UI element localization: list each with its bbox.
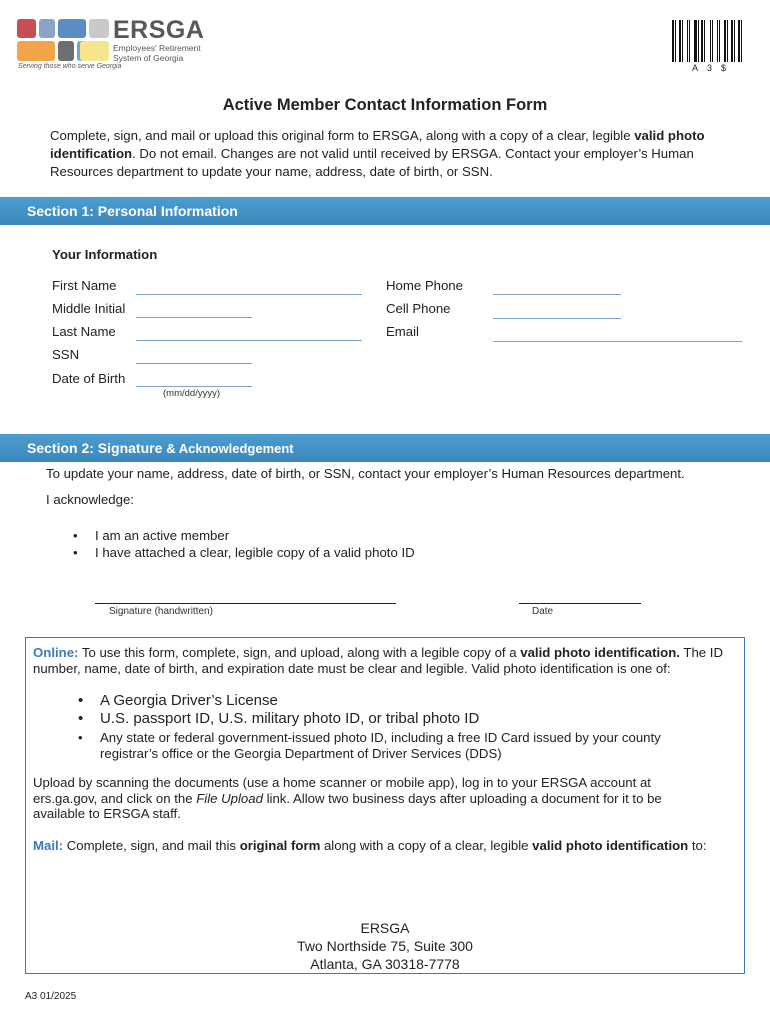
email-field[interactable] bbox=[493, 341, 742, 342]
logo-subtitle-line2: System of Georgia bbox=[113, 53, 184, 63]
barcode-bar bbox=[677, 20, 678, 62]
logo-subtitle bbox=[113, 43, 223, 63]
form-title: Active Member Contact Information Form bbox=[222, 96, 548, 114]
ssn-field[interactable] bbox=[136, 363, 252, 364]
barcode-bar bbox=[689, 20, 690, 62]
barcode-bar bbox=[741, 20, 742, 62]
upload-text-1: Upload by scanning the documents (use a home scanner or mobile app), log in to your ERSGA account at ers.ga.gov, and click on the bbox=[33, 775, 651, 806]
mail-label: Mail: bbox=[33, 838, 64, 853]
date-line[interactable] bbox=[519, 603, 641, 604]
your-information-heading: Your Information bbox=[52, 247, 158, 262]
mail-instructions bbox=[33, 838, 733, 854]
email-label: Email bbox=[386, 324, 419, 339]
barcode-bar bbox=[719, 20, 720, 62]
intro-text-2: . Do not email. Changes are not valid until received by ERSGA. Contact your employer’s Human Resources department to update your name, address, date of birth, or SSN. bbox=[50, 146, 694, 179]
home-phone-field[interactable] bbox=[493, 294, 621, 295]
online-text-1b: , along with a legible copy of a bbox=[339, 645, 521, 660]
logo-square-darkgray bbox=[58, 41, 74, 61]
section1-header: Section 1: Personal Information bbox=[0, 197, 770, 225]
form-intro bbox=[50, 127, 730, 181]
barcode-bar bbox=[701, 20, 703, 62]
online-text-1: To use this form, complete, sign, and upload bbox=[78, 645, 340, 660]
valid-id-item: • Any state or federal government-issued photo ID, including a free ID Card issued by your county registrar’s office or the Georgia Department of Driver Services (DDS) bbox=[78, 730, 718, 762]
mail-bold-2: valid photo identification bbox=[532, 838, 689, 853]
barcode-bar bbox=[714, 20, 716, 62]
barcode-bar bbox=[698, 20, 699, 62]
signature-label: Signature (handwritten) bbox=[109, 606, 213, 617]
barcode-bar bbox=[706, 20, 709, 62]
barcode-bar bbox=[724, 20, 726, 62]
dob-format-hint: (mm/dd/yyyy) bbox=[163, 388, 220, 399]
mail-text-3: to: bbox=[688, 838, 707, 853]
first-name-label: First Name bbox=[52, 278, 117, 293]
logo-square-yellow bbox=[80, 41, 109, 61]
first-name-field[interactable] bbox=[136, 294, 362, 295]
barcode-bar bbox=[736, 20, 737, 62]
acknowledge-item: • I am an active member bbox=[73, 527, 415, 544]
middle-initial-label: Middle Initial bbox=[52, 301, 126, 316]
section2-note: To update your name, address, date of birth, or SSN, contact your employer’s Human Resources department. bbox=[46, 466, 685, 481]
barcode-bar bbox=[712, 20, 713, 62]
logo-name: ERSGA bbox=[113, 16, 205, 44]
valid-id-list bbox=[78, 692, 718, 762]
barcode-bar bbox=[704, 20, 705, 62]
barcode-bar bbox=[687, 20, 688, 62]
barcode-bar bbox=[729, 20, 730, 62]
online-text-2: The ID number, name, date of birth, and expiration date must be clear and legible. Valid photo identification is one of: bbox=[33, 645, 723, 676]
date-label: Date bbox=[532, 606, 554, 617]
intro-text-1: Complete, sign, and mail or upload this original form to ERSGA, along with a copy of a clear, legible bbox=[50, 128, 635, 143]
upload-text-2: link. Allow two business days after uploading a document for it to be available to ERSGA staff. bbox=[33, 790, 662, 821]
section2-title-1: Section 2: Signature bbox=[27, 440, 167, 456]
dob-field[interactable] bbox=[136, 386, 252, 387]
mailing-address bbox=[0, 919, 770, 973]
barcode-bar bbox=[700, 20, 701, 62]
signature-line[interactable] bbox=[95, 603, 396, 604]
barcode-bar bbox=[727, 20, 728, 62]
cell-phone-label: Cell Phone bbox=[386, 301, 451, 316]
online-label: Online: bbox=[33, 645, 79, 660]
logo-square-blue bbox=[58, 19, 86, 38]
barcode-bar bbox=[679, 20, 682, 62]
logo-subtitle-line1: Employees' Retirement bbox=[113, 43, 201, 53]
barcode-bar bbox=[743, 20, 745, 62]
ssn-label: SSN bbox=[52, 347, 80, 362]
barcode-bar bbox=[738, 20, 741, 62]
valid-id-item: • U.S. passport ID, U.S. military photo ID, or tribal photo ID bbox=[78, 710, 718, 728]
logo-square-lightblue bbox=[39, 19, 55, 38]
barcode-bar bbox=[710, 20, 711, 62]
logo-tagline: Serving those who serve Georgia bbox=[18, 63, 122, 70]
acknowledge-label: I acknowledge: bbox=[46, 492, 134, 507]
barcode-bar bbox=[720, 20, 723, 62]
barcode-bar bbox=[672, 20, 674, 62]
barcode-bar bbox=[734, 20, 735, 62]
barcode-bar bbox=[684, 20, 686, 62]
dob-label: Date of Birth bbox=[52, 371, 126, 386]
mail-text-2: along with a copy of a clear, legible bbox=[320, 838, 533, 853]
mail-text-1: Complete, sign, and mail this bbox=[63, 838, 240, 853]
barcode-bar bbox=[691, 20, 693, 62]
section2-header bbox=[0, 434, 770, 462]
acknowledge-item: • I have attached a clear, legible copy of a valid photo ID bbox=[73, 544, 415, 561]
valid-id-item: • A Georgia Driver’s License bbox=[78, 692, 718, 710]
middle-initial-field[interactable] bbox=[136, 317, 252, 318]
barcode-bar bbox=[717, 20, 718, 62]
acknowledge-list bbox=[73, 527, 415, 561]
upload-instructions bbox=[33, 775, 703, 822]
logo-square-orange bbox=[17, 41, 55, 61]
intro-bold: valid photo identification bbox=[50, 128, 705, 161]
cell-phone-field[interactable] bbox=[493, 318, 621, 319]
barcode-bar bbox=[675, 20, 676, 62]
section2-title-2: & Acknowledgement bbox=[166, 441, 294, 456]
address-line1: ERSGA bbox=[360, 920, 410, 936]
barcode-bar bbox=[682, 20, 683, 62]
last-name-field[interactable] bbox=[136, 340, 362, 341]
logo-square-red bbox=[17, 19, 36, 38]
file-upload-link-text: File Upload bbox=[196, 790, 263, 806]
home-phone-label: Home Phone bbox=[386, 278, 463, 293]
barcode-bar bbox=[694, 20, 697, 62]
address-line2: Two Northside 75, Suite 300 bbox=[297, 938, 473, 954]
logo-square-gray bbox=[89, 19, 109, 38]
last-name-label: Last Name bbox=[52, 324, 116, 339]
address-line3: Atlanta, GA 30318-7778 bbox=[310, 956, 460, 972]
online-bold: valid photo identification. bbox=[520, 645, 680, 660]
online-instructions bbox=[33, 645, 739, 676]
mail-bold-1: original form bbox=[239, 838, 321, 853]
barcode-text: A3$ bbox=[692, 63, 736, 73]
barcode-bar bbox=[731, 20, 733, 62]
barcode bbox=[672, 20, 746, 62]
form-code: A3 01/2025 bbox=[25, 991, 77, 1002]
